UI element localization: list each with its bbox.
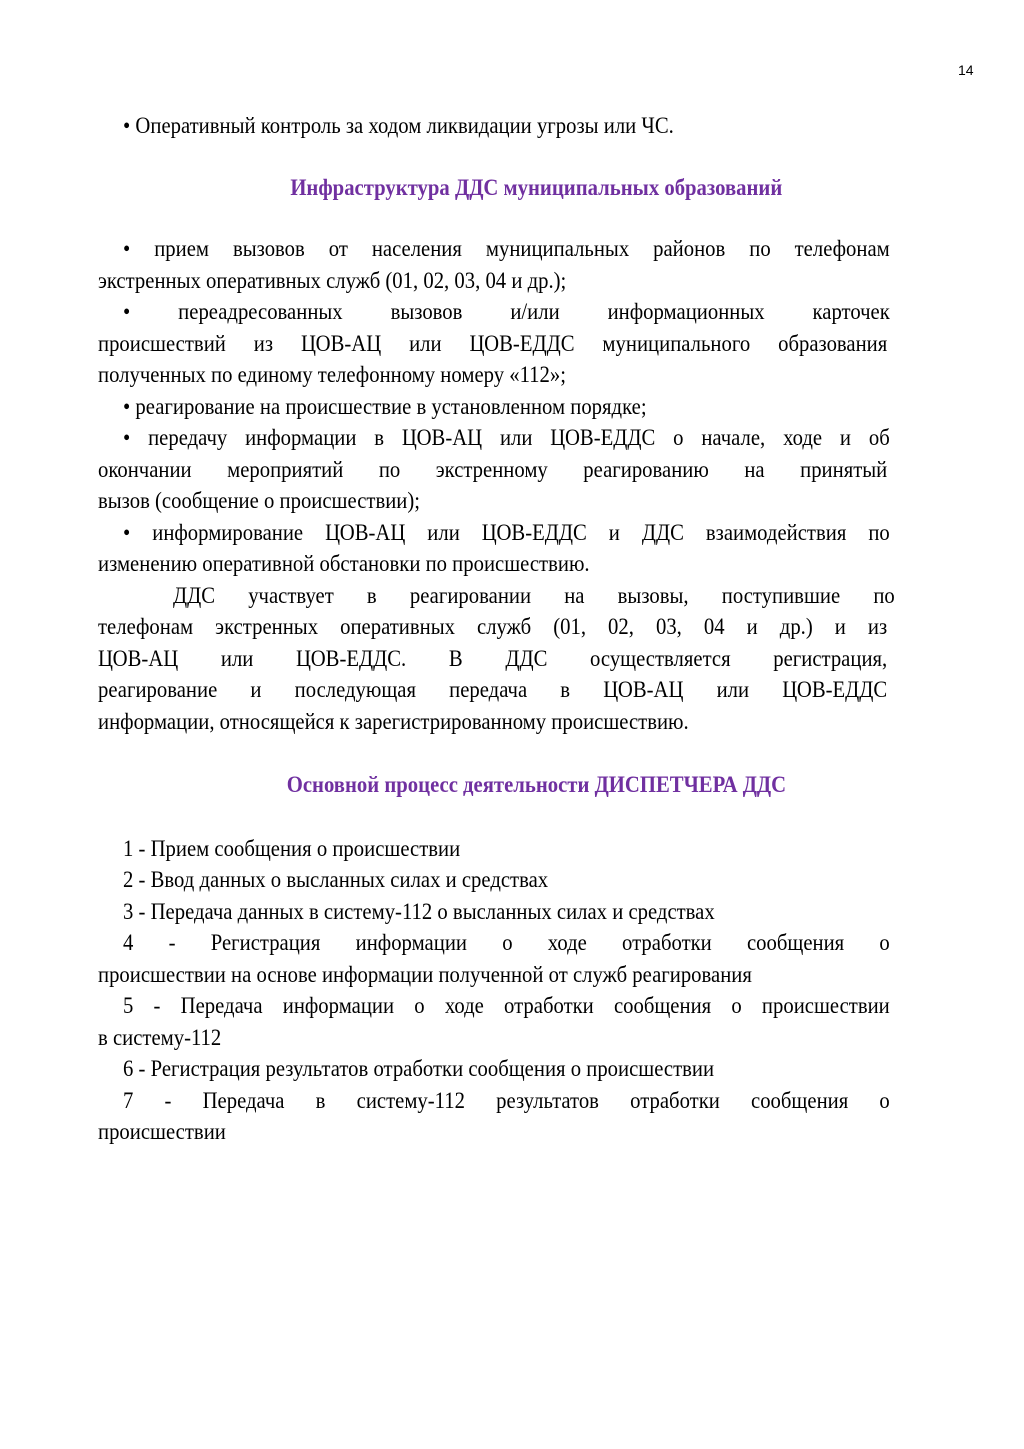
word: Регистрация [210,930,321,955]
section-heading-dispatcher-process: Основной процесс деятельности ДИСПЕТЧЕРА ДДС [286,772,787,797]
word: служб [477,614,532,639]
word: об [868,425,890,450]
line-text: происшествии на основе информации полученной от служб реагирования [98,961,752,987]
line-text: 6 - Регистрация результатов отработки сообщения о происшествии [123,1056,715,1081]
word: реагирование [98,677,218,702]
line-text: • реагирование на происшествие в установленном порядке; [123,393,647,419]
word: районов [653,236,726,261]
text-line [98,265,975,297]
word: результатов [496,1087,599,1113]
word: • [123,519,131,545]
word: регистрация, [773,645,888,671]
word: др.) [779,614,813,639]
word: последующая [294,677,416,702]
word: отработки [630,1087,720,1113]
word: информации [282,993,395,1018]
word: • [123,425,131,450]
line-text: в систему-112 [98,1024,222,1050]
word: (01, [553,614,587,639]
word: сообщения [751,1087,849,1113]
word: принятый [800,456,888,482]
word: ЦОВ-АЦ [98,645,179,671]
word: и/или [510,299,560,324]
word: происшествий [98,330,226,356]
text-line [98,1116,975,1148]
word: и [746,614,758,639]
text-line [98,359,975,391]
word: о [731,993,742,1018]
word: ДДС [173,582,216,608]
word: по [868,519,890,545]
text-line [98,896,975,928]
line-text: экстренных оперативных служб (01, 02, 03, 04 и др.); [98,267,567,293]
dispatcher-process-steps [98,833,975,1148]
word: телефонам [794,236,890,261]
word: окончании [98,456,192,482]
word: ходе [547,930,587,955]
word: передача [449,677,528,702]
text-line [98,391,975,423]
word: информирование [152,519,304,545]
text-line [98,643,975,675]
line-text: происшествии [98,1119,226,1144]
word: или [499,425,533,450]
text-line [98,454,975,486]
bullet-item [98,391,975,423]
word: ЦОВ-АЦ [325,519,406,545]
word: сообщения [746,930,845,955]
line-text: 3 - Передача данных в систему-112 о высланных силах и средствах [123,898,715,924]
word: о [879,1087,890,1113]
word: в [315,1087,326,1113]
word: 5 [123,993,134,1018]
word: по [749,236,771,261]
document-body [98,110,975,1148]
process-step [98,1053,975,1085]
word: 03, [655,614,682,639]
word: информационных [607,299,765,324]
text-line [98,927,975,959]
line-text: 2 - Ввод данных о высланных силах и средствах [123,867,549,892]
word: осуществляется [590,645,731,671]
line-text: 1 - Прием сообщения о происшествии [123,835,461,861]
word: и [250,677,262,702]
text-line [98,959,975,991]
word: экстренных [215,614,319,639]
word: - [164,1087,172,1113]
word: ЦОВ-АЦ [401,425,483,450]
word: населения [371,236,462,261]
word: вызовы, [617,582,689,608]
word: и [608,519,620,545]
word: прием [154,236,210,261]
word: ходе [444,993,484,1018]
word: - [168,930,176,955]
paragraph [98,580,975,738]
word: Передача [180,993,263,1018]
word: или [409,330,442,356]
word: ЦОВ-ЕДДС [481,519,587,545]
word: ЦОВ-ЕДДС [782,677,888,702]
text-line [98,1022,975,1054]
text-line [98,233,975,265]
infrastructure-paragraph [98,580,975,738]
word: ЦОВ-ЕДДС [469,330,575,356]
word: или [220,645,254,671]
word: ДДС [641,519,684,545]
process-step [98,896,975,928]
word: мероприятий [227,456,344,482]
word: о [879,930,890,955]
word: реагировании [409,582,532,608]
word: и [839,425,852,450]
line-text: полученных по единому телефонному номеру «112»; [98,362,566,387]
word: о [673,425,684,450]
word: начале, [701,425,766,450]
word: от [328,236,348,261]
page-number: 14 [958,62,974,78]
bullet-item [98,517,975,580]
word: ходе [783,425,823,450]
word: передачу [148,425,228,450]
word: отработки [504,993,594,1018]
intro-bullet: • Оперативный контроль за ходом ликвидации угрозы или ЧС. [123,113,674,138]
word: образования [778,330,888,356]
word: переадресованных [178,299,343,324]
text-line [98,674,975,706]
word: • [123,299,131,324]
word: экстренному [435,456,548,482]
process-step [98,990,975,1053]
text-line [98,864,975,896]
word: 4 [123,930,134,955]
word: муниципального [602,330,751,356]
text-line [98,422,975,454]
word: муниципальных [485,236,630,261]
word: сообщения [613,993,712,1018]
word: ЦОВ-АЦ [300,330,382,356]
word: информации [355,930,467,955]
text-line [98,517,975,549]
word: вызовов [232,236,305,261]
word: участвует [248,582,334,608]
word: на [744,456,765,482]
word: ЦОВ-ЕДДС. [296,645,407,671]
word: взаимодействия [705,519,847,545]
text-line [98,990,975,1022]
word: В [448,645,463,671]
word: ЦОВ-АЦ [603,677,684,702]
word: по [378,456,401,482]
word: 04 [703,614,725,639]
word: Передача [202,1087,285,1113]
word: карточек [812,299,890,324]
process-step [98,1085,975,1148]
text-line [98,1053,975,1085]
process-step [98,927,975,990]
word: о [414,993,425,1018]
line-text: изменению оперативной обстановки по происшествию. [98,551,590,576]
word: систему-112 [356,1087,465,1113]
word: ЦОВ-ЕДДС [550,425,656,450]
word: в [560,677,571,702]
bullet-item [98,233,975,296]
word: или [716,677,750,702]
word: 7 [123,1087,134,1113]
word: реагированию [583,456,709,482]
word: из [253,330,274,356]
word: происшествии [761,993,890,1018]
process-step [98,864,975,896]
process-step [98,833,975,865]
text-line [98,833,975,865]
text-line [98,548,975,580]
word: в [374,425,385,450]
bullet-item [98,422,975,517]
word: о [502,930,513,955]
text-line [98,328,975,360]
text-line [98,706,975,738]
text-line [98,1085,975,1117]
word: ДДС [505,645,548,671]
line-text: вызов (сообщение о происшествии); [98,488,421,513]
word: - [153,993,161,1018]
text-line [98,580,975,612]
text-line [98,485,975,517]
word: оперативных [340,614,455,639]
word: информации [245,425,357,450]
text-line [98,296,975,328]
word: телефонам [98,614,194,639]
line-text: информации, относящейся к зарегистрированному происшествию. [98,708,689,734]
infrastructure-list [98,233,975,580]
word: поступившие [721,582,841,608]
word: 02, [608,614,634,639]
bullet-item [98,296,975,391]
word: на [564,582,585,608]
word: • [123,236,131,261]
text-line [98,611,975,643]
word: вызовов [390,299,463,324]
word: в [366,582,377,608]
word: из [867,614,888,639]
word: и [834,614,846,639]
section-heading-infrastructure: Инфраструктура ДДС муниципальных образований [290,174,783,200]
word: по [873,582,895,608]
word: или [427,519,460,545]
word: отработки [622,930,712,955]
